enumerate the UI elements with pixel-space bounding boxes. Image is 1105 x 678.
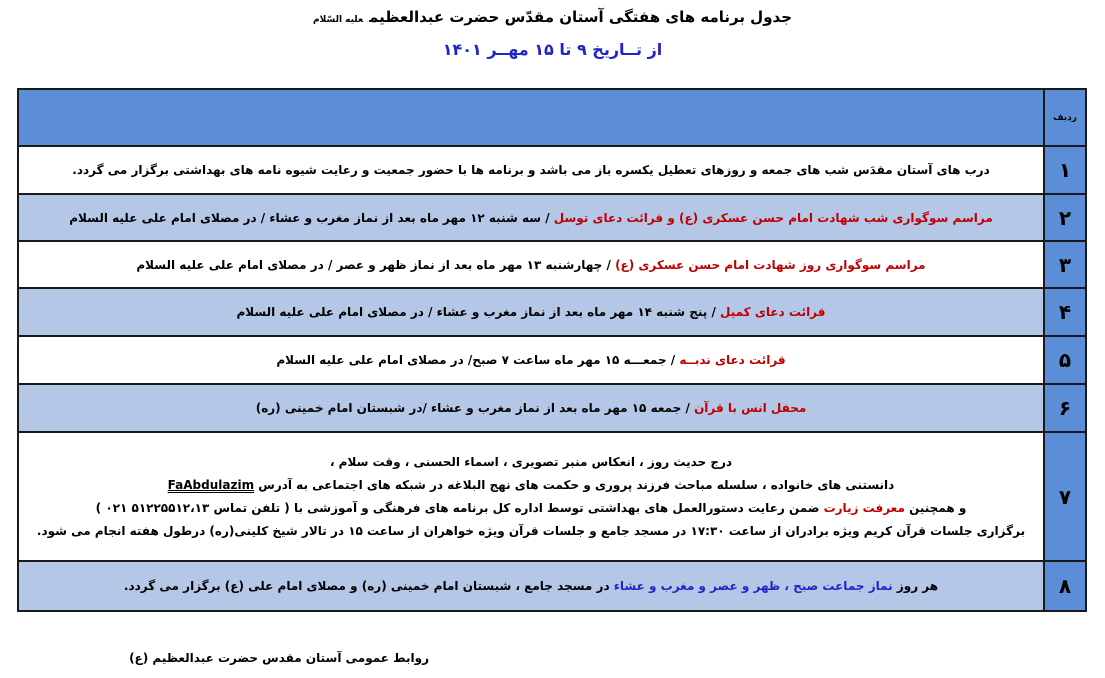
row-text: / جمعـــه ۱۵ مهر ماه ساعت ۷ صبح/ در مصلای امام علی علیه السلام <box>276 353 680 367</box>
row-line: درج حدیث روز ، انعکاس منبر تصویری ، اسماء الحسنی ، وقت سلام ، <box>329 454 733 469</box>
row-line <box>19 474 1043 497</box>
row-number: ۶ <box>1044 384 1086 432</box>
row-content <box>18 241 1044 288</box>
row-text: هر روز <box>892 579 939 593</box>
footer-text: روابط عمومی آستان مقدس حضرت عبدالعظیم (ع) <box>129 651 429 665</box>
row-number: ۴ <box>1044 288 1086 336</box>
row-content <box>18 561 1044 611</box>
row-line-text: ضمن رعایت دستورالعمل های بهداشتی توسط اداره کل برنامه های فرهنگی و آموزشی با ( تلفن تماس ۵۱۲۲۵۵۱۲،۱۳ ۰۲۱ ) <box>95 500 824 515</box>
row-text: / چهارشنبه ۱۳ مهر ماه بعد از نماز ظهر و عصر / در مصلای امام علی علیه السلام <box>136 257 616 272</box>
table-row <box>18 384 1086 432</box>
row-line: برگزاری جلسات قرآن کریم ویژه برادران از ساعت ۱۷:۳۰ در مسجد جامع و جلسات قرآن ویژه خواهران از ساعت ۱۵ در تالار شیخ کلینی(ره) درطول هفته انجام می شود. <box>36 523 1026 538</box>
row-highlight: نماز جماعت صبح ، ظهر و عصر و مغرب و عشاء <box>613 579 893 593</box>
row-highlight: مراسم سوگواری شب شهادت امام حسن عسکری (ع) و قرائت دعای توسل <box>553 210 993 225</box>
table-row <box>18 146 1086 194</box>
page-title <box>0 8 1105 26</box>
row-highlight: محفل انس با قرآن <box>694 401 807 415</box>
schedule-table <box>17 88 1087 612</box>
row-text: / جمعه ۱۵ مهر ماه بعد از نماز مغرب و عشاء /در شبستان امام خمینی (ره) <box>255 401 695 415</box>
row-text: درب های آستان مقدَس شب های جمعه و روزهای تعطیل یکسره باز می باشد و برنامه ها با حضور جمعیت و رعایت شیوه نامه های بهداشتی برگزار می گردد. <box>72 163 990 177</box>
column-header-row-number: ردیف <box>1044 89 1086 146</box>
row-number: ۸ <box>1044 561 1086 611</box>
table-header-row <box>18 89 1086 146</box>
row-text: در مسجد جامع ، شبستان امام خمینی (ره) و مصلای امام علی (ع) برگزار می گردد. <box>123 579 614 593</box>
table-row <box>18 432 1086 561</box>
table-row <box>18 288 1086 336</box>
row-highlight: قرائت دعای ندبــه <box>679 353 786 367</box>
title-text: جدول برنامه های هفتگی آستان مقدّس حضرت عبدالعظیم <box>369 8 792 26</box>
row-number: ۲ <box>1044 194 1086 241</box>
table-row <box>18 241 1086 288</box>
page-subtitle: از تــاریخ ۹ تا ۱۵ مهــر ۱۴۰۱ <box>442 40 663 59</box>
table-row <box>18 336 1086 384</box>
row-number: ۱ <box>1044 146 1086 194</box>
row-highlight: معرفت زیارت <box>823 500 905 515</box>
row-highlight: مراسم سوگواری روز شهادت امام حسن عسکری (ع) <box>615 257 926 272</box>
row-number: ۷ <box>1044 432 1086 561</box>
row-content <box>18 336 1044 384</box>
table-row <box>18 561 1086 611</box>
row-line-text: دانستنی های خانواده ، سلسله مباحث فرزند پروری و حکمت های نهج البلاغه در شبکه های اجتماعی به آدرس <box>254 477 895 492</box>
row-content <box>18 384 1044 432</box>
row-content <box>18 432 1044 561</box>
row-highlight: قرائت دعای کمیل <box>720 305 826 319</box>
social-handle-link[interactable]: FaAbdulazim <box>167 477 255 492</box>
column-header-content <box>18 89 1044 146</box>
table-row <box>18 194 1086 241</box>
row-text: / سه شنبه ۱۲ مهر ماه بعد از نماز مغرب و عشاء / در مصلای امام علی علیه السلام <box>69 210 554 225</box>
row-line-text: و همچنین <box>904 500 967 515</box>
row-number: ۵ <box>1044 336 1086 384</box>
row-content <box>18 146 1044 194</box>
row-number: ۳ <box>1044 241 1086 288</box>
row-line <box>19 497 1043 520</box>
row-content <box>18 194 1044 241</box>
title-honorific: علیه السّلام <box>312 15 364 25</box>
row-text: / پنج شنبه ۱۴ مهر ماه بعد از نماز مغرب و عشاء / در مصلای امام علی علیه السلام <box>236 305 721 319</box>
row-content <box>18 288 1044 336</box>
